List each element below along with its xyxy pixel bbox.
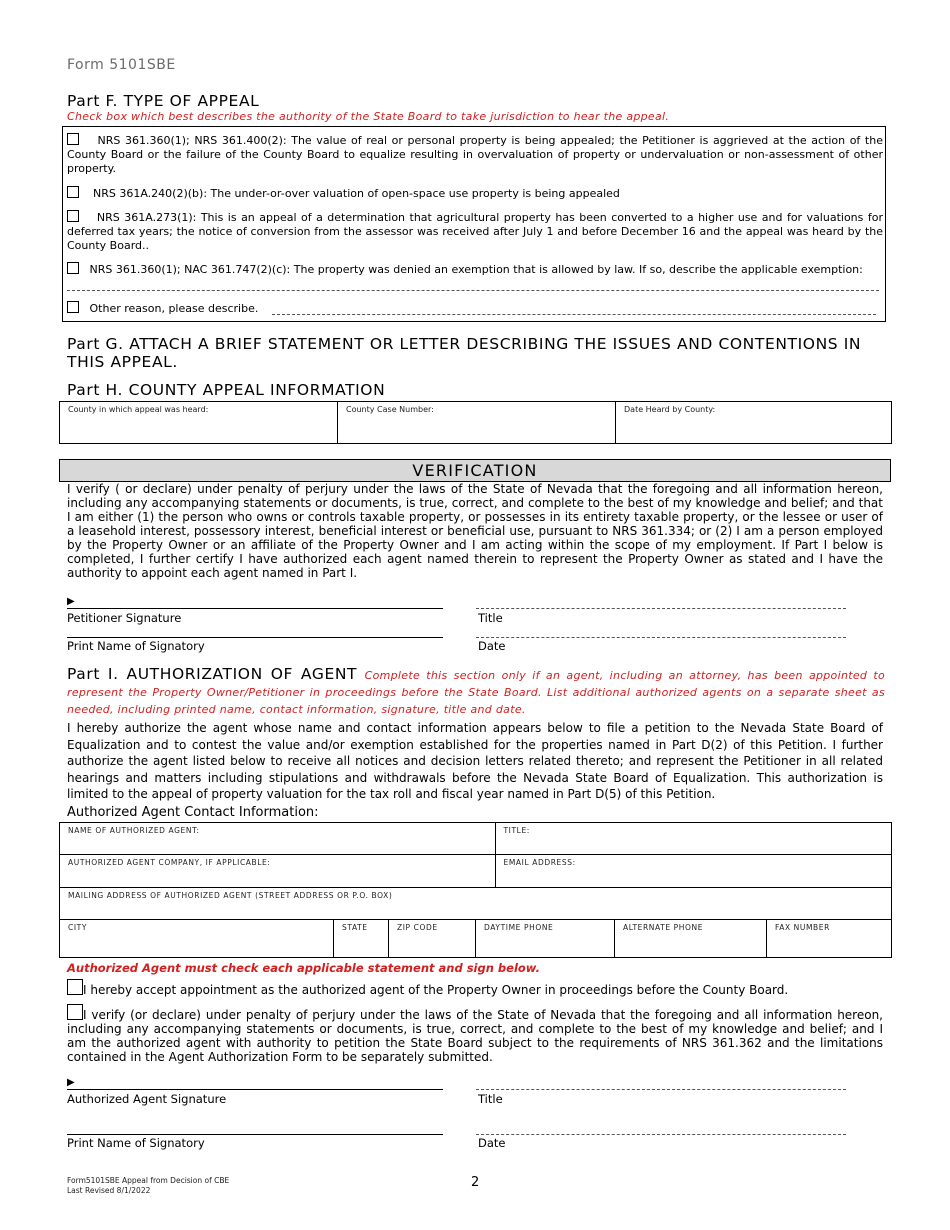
footer-revised-line: Last Revised 8/1/2022 [67, 1186, 151, 1195]
agent-zip-field[interactable]: ZIP CODE [389, 920, 476, 958]
agent-statement-2[interactable] [67, 1004, 883, 1064]
verification-text: I verify ( or declare) under penalty of perjury under the laws of the State of Nevada that the foregoing and all information hereon, including any accompanying statements or documents, is true, correct, and complete to the best of my knowledge and belief; and that I am either (1) the person who owns or controls taxable property, or possesses in its entirety taxable property, or the lessee or user of a leasehold interest, possessory interest, beneficial interest or beneficial use, pursuant to NRS 361.334; or (2) I am a person employed by the Property Owner or an affiliate of the Property Owner and I am acting within the scope of my employment. If Part I below is completed, I further certify I have authorized each agent named therein to represent the Property Owner as stated and I have the authority to appoint each agent named in Part I. [67, 482, 883, 580]
authorization-text: I hereby authorize the agent whose name and contact information appears below to file a petition to the Nevada State Board of Equalization and to contest the value and/or exemption established for the properties named in Part D(2) of this Petition. I further authorize the agent listed below to receive all notices and decision letters related thereto; and represent the Petitioner in all related hearings and matters including stipulations and withdrawals before the Nevada State Board of Equalization. This authorization is limited to the appeal of property valuation for the tax roll and fiscal year named in Part D(5) of this Petition. [67, 721, 883, 801]
agent-day-phone-field[interactable]: DAYTIME PHONE [495, 920, 615, 958]
verification-banner: VERIFICATION [59, 459, 891, 482]
agent-name-field[interactable]: NAME OF AUTHORIZED AGENT: [60, 823, 496, 855]
other-reason-line[interactable] [272, 314, 876, 315]
appeal-option-3[interactable] [67, 210, 883, 253]
checkbox[interactable] [67, 301, 79, 313]
signature-arrow-icon: ▶ [67, 1077, 75, 1088]
agent-email-field[interactable]: EMAIL ADDRESS: [495, 855, 892, 888]
agent-note: Authorized Agent must check each applicable statement and sign below. [67, 961, 541, 975]
option-label: Other reason, please describe. [89, 302, 259, 315]
title-label: Title [478, 611, 503, 625]
part-f-title: Part F. TYPE OF APPEAL [67, 92, 260, 110]
title-line[interactable] [476, 608, 846, 609]
option-label: NRS 361.360(1); NAC 361.747(2)(c): The property was denied an exemption that is allowed by law. If so, describe the applicable exemption: [89, 263, 863, 276]
agent-signature-line[interactable] [67, 1089, 443, 1090]
agent-title-field[interactable]: TITLE: [495, 823, 892, 855]
checkbox[interactable] [67, 262, 79, 274]
checkbox[interactable] [67, 979, 83, 995]
agent-title-label: Title [478, 1092, 503, 1106]
agent-title-line[interactable] [476, 1089, 846, 1090]
part-i-header [67, 666, 885, 717]
checkbox[interactable] [67, 1004, 83, 1020]
option-label: NRS 361A.240(2)(b): The under-or-over valuation of open-space use property is being appealed [93, 187, 620, 200]
form-id: Form 5101SBE [67, 57, 176, 73]
print-name-label: Print Name of Signatory [67, 639, 205, 653]
agent-date-label: Date [478, 1136, 506, 1150]
petitioner-signature-line[interactable] [67, 608, 443, 609]
appeal-option-1[interactable] [67, 133, 883, 176]
appeal-option-2[interactable] [67, 186, 883, 201]
signature-arrow-icon: ▶ [67, 596, 75, 607]
petitioner-signature-label: Petitioner Signature [67, 611, 182, 625]
part-f-instruction: Check box which best describes the authority of the State Board to take jurisdiction to hear the appeal. [67, 110, 670, 123]
print-name-line[interactable] [67, 637, 443, 638]
agent-signature-label: Authorized Agent Signature [67, 1092, 227, 1106]
option-label: NRS 361A.273(1): This is an appeal of a determination that agricultural property has been converted to a higher use and for valuations for deferred tax years; the notice of conversion from the assessor was received after July 1 and before December 16 and the appeal was heard by the County Board.. [67, 211, 883, 252]
statement-label: I hereby accept appointment as the authorized agent of the Property Owner in proceedings before the County Board. [83, 983, 789, 997]
checkbox[interactable] [67, 186, 79, 198]
agent-state-field[interactable]: STATE [334, 920, 389, 958]
agent-fax-field[interactable]: FAX NUMBER [767, 920, 892, 958]
agent-date-line[interactable] [476, 1134, 846, 1135]
checkbox[interactable] [67, 133, 79, 145]
county-case-number-field[interactable]: County Case Number: [338, 402, 616, 444]
agent-print-name-line[interactable] [67, 1134, 443, 1135]
part-h-title: Part H. COUNTY APPEAL INFORMATION [67, 381, 386, 399]
agent-company-field[interactable]: AUTHORIZED AGENT COMPANY, IF APPLICABLE: [60, 855, 496, 888]
contact-heading: Authorized Agent Contact Information: [67, 805, 319, 820]
county-heard-field[interactable]: County in which appeal was heard: [60, 402, 338, 444]
part-i-instruction: Complete this section only if an agent, including an attorney, has been appointed to represent the Property Owner/Petitioner in proceedings before the State Board. List additional authorized agents on a separate sheet as needed, including printed name, contact information, signature, title and date. [67, 669, 886, 716]
option-label: NRS 361.360(1); NRS 361.400(2): The value of real or personal property is being appealed; the Petitioner is aggrieved at the action of the County Board or the failure of the County Board to equalize resulting in overvaluation of property or undervaluation or non-assessment of other property. [67, 134, 883, 175]
date-line[interactable] [476, 637, 846, 638]
agent-print-name-label: Print Name of Signatory [67, 1136, 205, 1150]
agent-city-field[interactable]: CITY [60, 920, 334, 958]
part-i-title: Part I. AUTHORIZATION OF AGENT [67, 665, 358, 683]
page-number: 2 [471, 1175, 480, 1190]
exemption-description-line[interactable] [67, 290, 879, 291]
appeal-option-4[interactable] [67, 262, 883, 277]
date-label: Date [478, 639, 506, 653]
date-heard-field[interactable]: Date Heard by County: [616, 402, 892, 444]
part-g-title: Part G. ATTACH A BRIEF STATEMENT OR LETTER DESCRIBING THE ISSUES AND CONTENTIONS IN THIS APPEAL. [67, 335, 862, 371]
agent-address-field[interactable]: MAILING ADDRESS OF AUTHORIZED AGENT (STREET ADDRESS OR P.O. BOX) [60, 888, 892, 920]
checkbox[interactable] [67, 210, 79, 222]
agent-alt-phone-field[interactable]: ALTERNATE PHONE [615, 920, 767, 958]
statement-label: I verify (or declare) under penalty of perjury under the laws of the State of Nevada that the foregoing and all information hereon, including any accompanying statements or documents, is true, correct, and complete to the best of my knowledge and belief; and I am the authorized agent with authority to petition the State Board subject to the requirements of NRS 361.362 and the limitations contained in the Agent Authorization Form to be separately submitted. [67, 1008, 883, 1064]
agent-contact-table [59, 822, 892, 958]
footer-form-line: Form5101SBE Appeal from Decision of CBE [67, 1176, 230, 1185]
agent-statement-1[interactable] [67, 979, 883, 997]
county-appeal-table [59, 401, 892, 444]
